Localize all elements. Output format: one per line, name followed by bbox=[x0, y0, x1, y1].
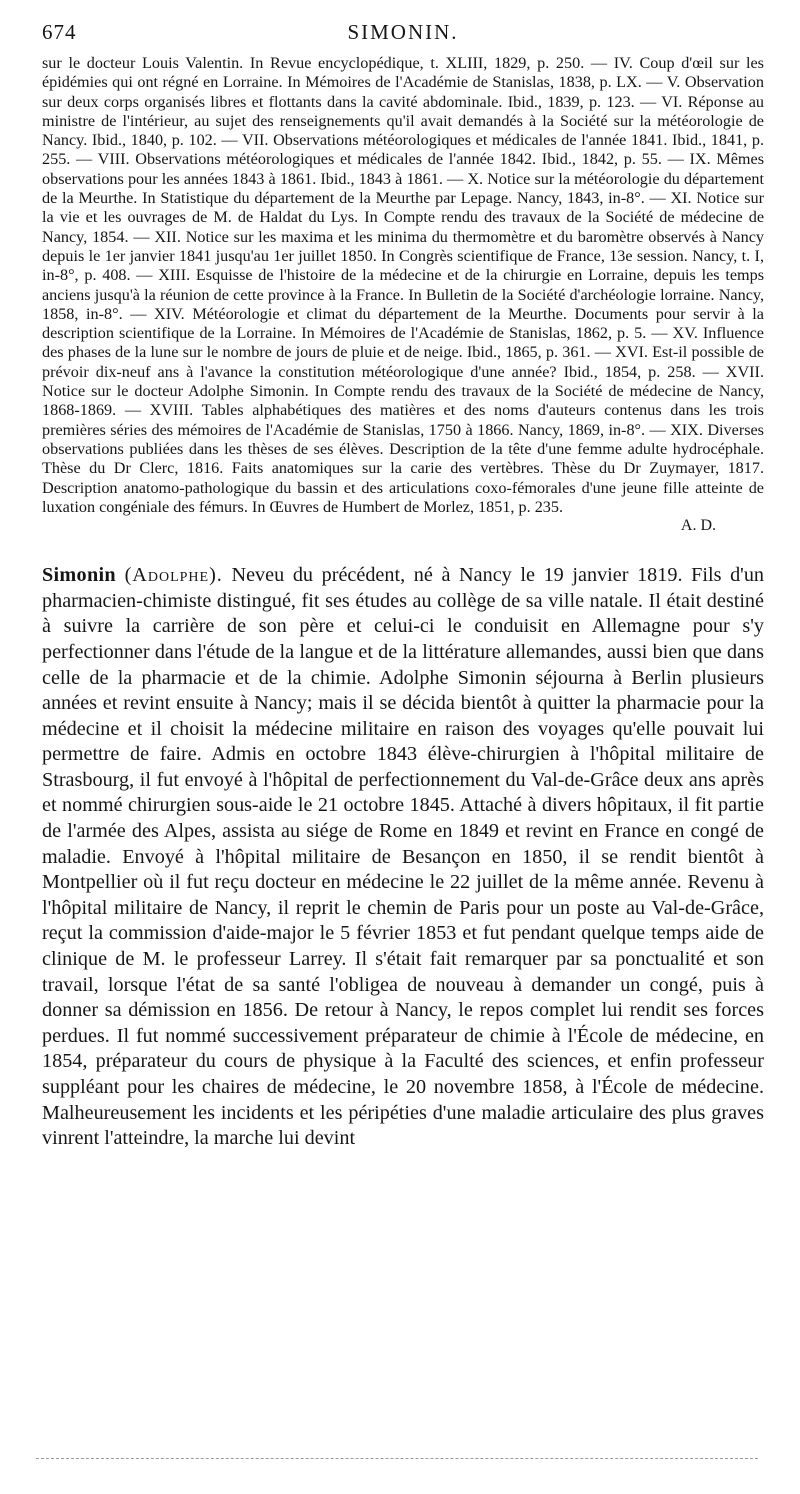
entry-forename: (Adolphe). bbox=[124, 564, 223, 587]
biography-entry bbox=[42, 563, 764, 1152]
bibliography-text: sur le docteur Louis Valentin. In Revue encyclopédique, t. XLIII, 1829, p. 250. — IV. Coup d'œil sur les épidémies qui ont régné en Lorraine. In Mémoires de l'Académie de Stanislas, 1838, p. LX. — V. Observation sur deux corps organisés libres et flottants dans la cavité abdominale. Ibid., 1839, p. 123. — VI. Réponse au ministre de l'intérieur, au sujet des renseignements qu'il avait demandés à la Société sur la météorologie de Nancy. Ibid., 1840, p. 102. — VII. Observations météorologiques et médicales de l'année 1841. Ibid., 1841, p. 255. — VIII. Observations météorologiques et médicales de l'année 1842. Ibid., 1842, p. 55. — IX. Mêmes observations pour les années 1843 à 1861. Ibid., 1843 à 1861. — X. Notice sur la météorologie du département de la Meurthe. In Statistique du département de la Meurthe par Lepage. Nancy, 1843, in-8°. — XI. Notice sur la vie et les ouvrages de M. de Haldat du Lys. In Compte rendu des travaux de la Société de médecine de Nancy, 1854. — XII. Notice sur les maxima et les minima du thermomètre et du baromètre observés à Nancy depuis le 1er janvier 1841 jusqu'au 1er juillet 1850. In Congrès scientifique de France, 13e session. Nancy, t. I, in-8°, p. 408. — XIII. Esquisse de l'histoire de la médecine et de la chirurgie en Lorraine, depuis les temps anciens jusqu'à la réunion de cette province à la France. In Bulletin de la Société d'archéologie lorraine. Nancy, 1858, in-8°. — XIV. Météorologie et climat du département de la Meurthe. Documents pour servir à la description scientifique de la Lorraine. In Mémoires de l'Académie de Stanislas, 1862, p. 5. — XV. Influence des phases de la lune sur le nombre de jours de pluie et de neige. Ibid., 1865, p. 361. — XVI. Est-il possible de prévoir dix-neuf ans à l'avance la constitution météorologique d'une année? Ibid., 1854, p. 258. — XVII. Notice sur le docteur Adolphe Simonin. In Compte rendu des travaux de la Société de médecine de Nancy, 1868-1869. — XVIII. Tables alphabétiques des matières et des noms d'auteurs contenus dans les trois premières séries des mémoires de l'Académie de Stanislas, 1750 à 1866. Nancy, 1869, in-8°. — XIX. Diverses observations publiées dans les thèses de ses élèves. Description de la tête d'une femme adulte hydrocéphale. Thèse du Dr Clerc, 1816. Faits anatomiques sur la carie des vertèbres. Thèse du Dr Zuymayer, 1817. Description anatomo-pathologique du bassin et des articulations coxo-fémorales d'une jeune fille atteinte de luxation congéniale des fémurs. In Œuvres de Humbert de Morlez, 1851, p. 235. bbox=[42, 54, 764, 516]
bibliography-block bbox=[42, 54, 764, 535]
dictionary-page bbox=[42, 20, 764, 1474]
biography-paragraph bbox=[42, 563, 764, 1152]
page-number: 674 bbox=[42, 20, 77, 44]
page-bottom-rule bbox=[36, 1458, 758, 1459]
biography-text: Neveu du précédent, né à Nancy le 19 janvier 1819. Fils d'un pharmacien-chimiste distingué, fit ses études au collège de sa ville natale. Il était destiné à suivre la carrière de son père et celui-ci le conduisit en Allemagne pour s'y perfectionner dans l'étude de la langue et de la littérature allemandes, aussi bien que dans celle de la pharmacie et de la chimie. Adolphe Simonin séjourna à Berlin plusieurs années et revint ensuite à Nancy; mais il se décida bientôt à quitter la pharmacie pour la médecine et il choisit la médecine militaire en raison des voyages qu'elle pouvait lui permettre de faire. Admis en octobre 1843 élève-chirurgien à l'hôpital militaire de Strasbourg, il fut envoyé à l'hôpital de perfectionnement du Val-de-Grâce deux ans après et nommé chirurgien sous-aide le 21 octobre 1845. Attaché à divers hôpitaux, il fit partie de l'armée des Alpes, assista au siége de Rome en 1849 et revint en France en congé de maladie. Envoyé à l'hôpital militaire de Besançon en 1850, il se rendit bientôt à Montpellier où il fut reçu docteur en médecine le 22 juillet de la même année. Revenu à l'hôpital militaire de Nancy, il reprit le chemin de Paris pour un poste au Val-de-Grâce, reçut la commission d'aide-major le 5 février 1853 et fut pendant quelque temps aide de clinique de M. le professeur Larrey. Il s'était fait remarquer par sa ponctualité et son travail, lorsque l'état de sa santé l'obligea de nouveau à demander un congé, puis à donner sa démission en 1856. De retour à Nancy, le repos complet lui rendit ses forces perdues. Il fut nommé successivement préparateur de chimie à l'École de médecine, en 1854, préparateur du cours de physique à la Faculté des sciences, et enfin professeur suppléant pour les chaires de médecine, le 20 novembre 1858, à l'École de médecine. Malheureusement les incidents et les péripéties d'une maladie articulaire des plus graves vinrent l'atteindre, la marche lui devint bbox=[42, 564, 765, 1150]
running-head bbox=[42, 20, 764, 54]
entry-headword: Simonin bbox=[42, 564, 116, 587]
author-signature: A. D. bbox=[680, 517, 716, 535]
running-title: SIMONIN. bbox=[347, 20, 459, 44]
